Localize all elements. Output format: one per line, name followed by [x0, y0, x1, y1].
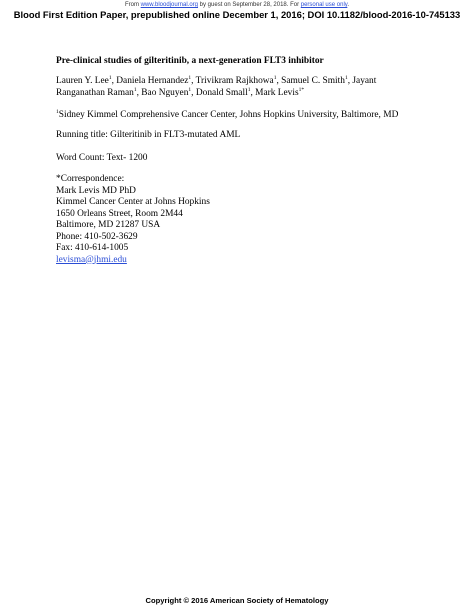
author-affiliation-mark: 1 — [133, 86, 137, 93]
affiliation — [56, 110, 398, 122]
author-separator: , — [250, 87, 256, 98]
author-affiliation-mark: 1* — [298, 86, 305, 93]
correspondence-line: Baltimore, MD 21287 USA — [56, 220, 161, 230]
author-name: Samuel C. Smith — [281, 76, 345, 86]
affiliation-text: Sidney Kimmel Comprehensive Cancer Center, Johns Hopkins University, Baltimore, MD — [58, 110, 399, 120]
author-name: Lauren Y. Lee — [56, 76, 109, 86]
journal-site-link[interactable]: www.bloodjournal.org — [140, 2, 199, 8]
author-affiliation-mark: 1 — [344, 74, 348, 81]
running-title: Running title: Gilteritinib in FLT3-mutated AML — [56, 130, 241, 140]
author-separator: , — [276, 76, 282, 86]
correspondence-line: Kimmel Cancer Center at Johns Hopkins — [56, 197, 210, 207]
author-separator: , — [191, 76, 196, 86]
email-link[interactable]: levisma@jhmi.edu — [56, 254, 127, 265]
correspondence-line: Mark Levis MD PhD — [56, 185, 136, 196]
word-count: Word Count: Text- 1200 — [56, 153, 148, 163]
author-line-2 — [56, 88, 376, 100]
author-affiliation-mark: 1 — [273, 74, 277, 81]
author-affiliation-mark: 1 — [247, 86, 251, 93]
author-name: Trivikram Rajkhowa — [195, 76, 274, 86]
author-separator: , — [136, 87, 142, 98]
author-list — [56, 76, 376, 99]
author-name: Bao Nguyen — [141, 87, 189, 98]
header-bar: Blood First Edition Paper, prepublished online December 1, 2016; DOI 10.1182/blood-2016-10-745133 — [13, 9, 461, 20]
author-separator: , — [347, 76, 353, 86]
author-name: Donald Small — [195, 87, 248, 98]
correspondence-line: Fax: 410-614-1005 — [56, 243, 129, 253]
correspondence-block — [56, 174, 210, 266]
watermark-prefix: From — [124, 2, 141, 8]
copyright-footer: Copyright © 2016 American Society of Hematology — [145, 596, 329, 605]
author-name: Daniela Hernandez — [116, 76, 189, 86]
author-name-part: Jayant — [352, 76, 377, 86]
author-affiliation-mark: 1 — [188, 74, 192, 81]
watermark-middle: by guest on September 28, 2018. For — [198, 2, 301, 8]
author-affiliation-mark: 1 — [108, 74, 112, 81]
author-name: Mark Levis — [255, 87, 299, 98]
correspondence-line: Phone: 410-502-3629 — [56, 231, 138, 242]
download-watermark — [0, 2, 474, 9]
affiliation-mark: 1 — [56, 108, 59, 115]
correspondence-heading: *Correspondence: — [56, 174, 125, 184]
author-name-part: Ranganathan Raman — [56, 87, 134, 98]
author-separator: , — [111, 76, 117, 86]
author-line-1 — [56, 76, 376, 88]
watermark-suffix: . — [347, 2, 350, 8]
personal-use-link[interactable]: personal use only — [300, 2, 348, 8]
correspondence-line: 1650 Orleans Street, Room 2M44 — [56, 208, 183, 219]
author-separator: , — [191, 87, 196, 98]
paper-title: Pre-clinical studies of gilteritinib, a next-generation FLT3 inhibitor — [56, 56, 324, 66]
author-affiliation-mark: 1 — [188, 86, 192, 93]
